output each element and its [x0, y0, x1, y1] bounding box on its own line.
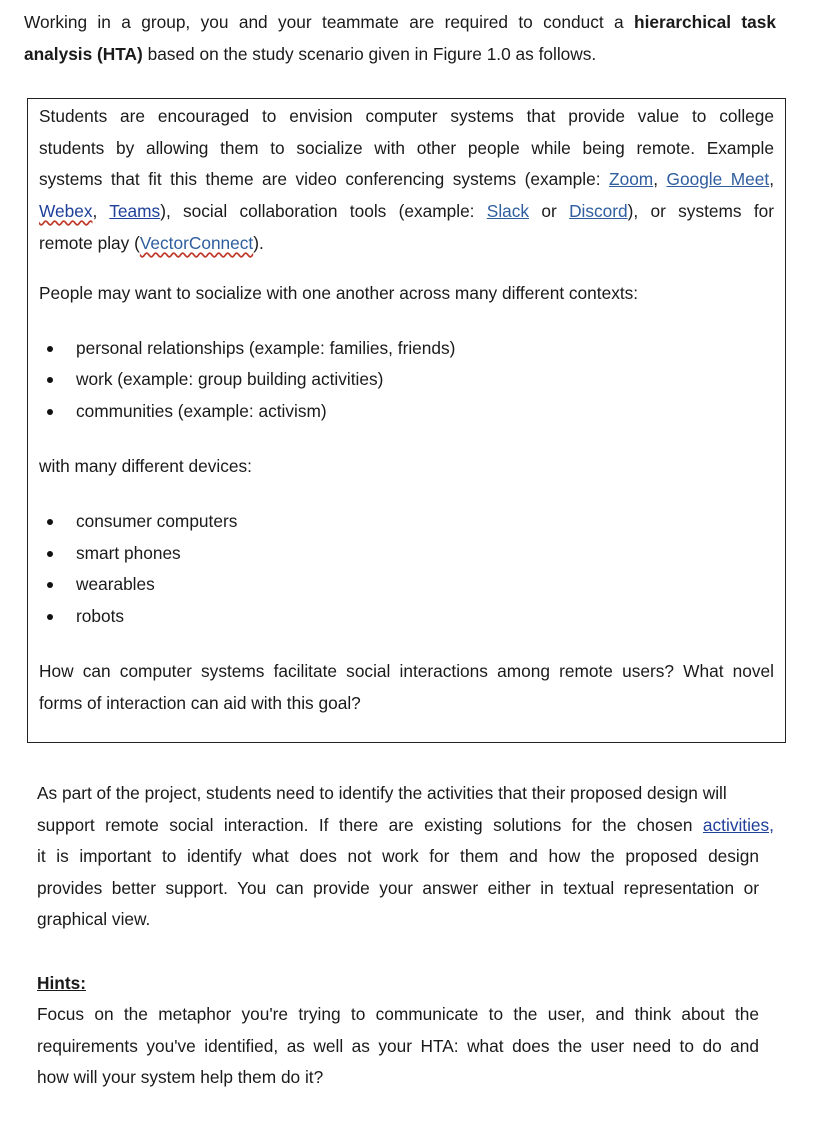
scenario-p1-line-1: Students are encouraged to envision computer systems that provide value to college [39, 106, 774, 126]
bullet-icon [47, 614, 53, 620]
project-text: support remote social interaction. If there are existing solutions for the chosen [37, 815, 693, 835]
scenario-p2: People may want to socialize with one another across many different contexts: [39, 283, 639, 303]
list-item: robots [76, 606, 125, 626]
scenario-text: ), social collaboration tools (example: [160, 201, 475, 221]
bullet-icon [47, 519, 53, 525]
list-item: work (example: group building activities) [76, 369, 384, 389]
scenario-text: remote play ( [39, 233, 140, 253]
project-line-1: As part of the project, students need to identify the activities that their proposed design will [37, 783, 727, 803]
project-line-5: graphical view. [37, 909, 151, 929]
scenario-text: ). [253, 233, 264, 253]
scenario-text: or [541, 201, 557, 221]
teams-link[interactable]: Teams [109, 201, 161, 221]
hints-line-2: requirements you've identified, as well as your HTA: what does the user need to do and [37, 1036, 759, 1056]
hints-title: Hints: [37, 973, 86, 993]
scenario-p4-line-1: How can computer systems facilitate social interactions among remote users? What novel [39, 661, 774, 681]
bullet-icon [47, 346, 53, 352]
scenario-text: ), or systems for [627, 201, 774, 221]
list-item: consumer computers [76, 511, 238, 531]
intro-line-1 [24, 11, 776, 33]
bullet-icon [47, 377, 53, 383]
intro-text-end: based on the study scenario given in Figure 1.0 as follows. [147, 44, 597, 64]
google-meet-link[interactable]: Google Meet [666, 169, 770, 189]
project-line-4: provides better support. You can provide your answer either in textual representation or [37, 878, 759, 898]
intro-bold-term: hierarchical task [634, 12, 776, 32]
intro-text: Working in a group, you and your teammate are required to conduct a [24, 12, 624, 32]
list-item: smart phones [76, 543, 181, 563]
zoom-link[interactable]: Zoom [609, 169, 654, 189]
slack-link[interactable]: Slack [486, 201, 530, 221]
scenario-text: systems that fit this theme are video conferencing systems (example: [39, 169, 601, 189]
scenario-p1-line-2: students by allowing them to socialize with other people while being remote. Example [39, 138, 774, 158]
bullet-icon [47, 409, 53, 415]
bullet-icon [47, 551, 53, 557]
activities-link[interactable]: activities, [702, 815, 774, 835]
scenario-p3: with many different devices: [39, 456, 252, 476]
vectorconnect-link[interactable]: VectorConnect [139, 233, 254, 253]
discord-link[interactable]: Discord [569, 201, 628, 221]
scenario-p1-line-3: systems that fit this theme are video conferencing systems (example: Zoom, Google Meet, [39, 169, 774, 189]
hints-line-3: how will your system help them do it? [37, 1067, 324, 1087]
project-line-2 [37, 814, 774, 836]
bullet-icon [47, 582, 53, 588]
hints-line-1: Focus on the metaphor you're trying to communicate to the user, and think about the [37, 1004, 759, 1024]
list-item: wearables [76, 574, 155, 594]
scenario-p1-line-4: Webex, Teams), social collaboration tools (example: Slack or Discord), or systems for [39, 201, 774, 221]
scenario-p1-line-5 [39, 232, 264, 254]
webex-link[interactable]: Webex [39, 201, 93, 221]
intro-line-2 [24, 43, 596, 65]
project-line-3: it is important to identify what does not work for them and how the proposed design [37, 846, 759, 866]
intro-bold-acronym: analysis (HTA) [24, 44, 143, 64]
list-item: personal relationships (example: families, friends) [76, 338, 456, 358]
scenario-p4-line-2: forms of interaction can aid with this goal? [39, 693, 361, 713]
list-item: communities (example: activism) [76, 401, 327, 421]
